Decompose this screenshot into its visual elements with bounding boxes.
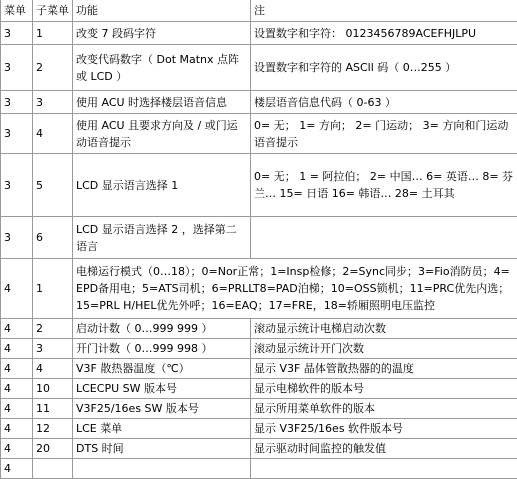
cell-function: 开门计数（ 0…999 998 ） xyxy=(73,339,251,359)
cell-menu: 3 xyxy=(1,45,33,91)
cell-function: 改变代码数字（ Dot Matnx 点阵或 LCD ） xyxy=(73,45,251,91)
table-row xyxy=(1,439,517,459)
table-row xyxy=(1,114,517,154)
cell-submenu: 1 xyxy=(33,22,73,45)
cell-note: 显示电梯软件的版本号 xyxy=(251,379,517,399)
cell-function xyxy=(73,459,251,479)
cell-submenu: 6 xyxy=(33,217,73,259)
cell-submenu: 5 xyxy=(33,154,73,217)
cell-function: LCECPU SW 版本号 xyxy=(73,379,251,399)
header-note: 注 xyxy=(251,0,517,22)
cell-function: V3F25/16es SW 版本号 xyxy=(73,399,251,419)
table-header-row xyxy=(1,0,517,22)
cell-menu: 4 xyxy=(1,459,33,479)
header-menu: 菜单 xyxy=(1,0,33,22)
cell-note: 显示 V3F 晶体管散热器的的温度 xyxy=(251,359,517,379)
cell-submenu: 2 xyxy=(33,45,73,91)
cell-function: LCE 菜单 xyxy=(73,419,251,439)
cell-submenu: 11 xyxy=(33,399,73,419)
cell-note: 显示所用菜单软件的版本 xyxy=(251,399,517,419)
cell-submenu: 3 xyxy=(33,91,73,114)
cell-note: 设置数字和字符： 0123456789ACEFHJLPU xyxy=(251,22,517,45)
cell-menu: 4 xyxy=(1,439,33,459)
cell-menu: 3 xyxy=(1,217,33,259)
table-row xyxy=(1,339,517,359)
cell-function: 使用 ACU 时选择楼层语音信息 xyxy=(73,91,251,114)
cell-submenu: 12 xyxy=(33,419,73,439)
table-row xyxy=(1,45,517,91)
table-row xyxy=(1,319,517,339)
cell-submenu: 3 xyxy=(33,339,73,359)
cell-submenu: 4 xyxy=(33,359,73,379)
cell-menu: 4 xyxy=(1,399,33,419)
cell-menu: 3 xyxy=(1,154,33,217)
table-row xyxy=(1,399,517,419)
cell-menu: 4 xyxy=(1,319,33,339)
cell-menu: 4 xyxy=(1,419,33,439)
cell-function: V3F 散热器温度（℃） xyxy=(73,359,251,379)
cell-menu: 4 xyxy=(1,359,33,379)
cell-submenu: 1 xyxy=(33,259,73,319)
table-row xyxy=(1,22,517,45)
cell-menu: 3 xyxy=(1,22,33,45)
table-row xyxy=(1,217,517,259)
cell-function: LCD 显示语言选择 2 ，选择第二语言 xyxy=(73,217,251,259)
header-function: 功能 xyxy=(73,0,251,22)
table-row xyxy=(1,91,517,114)
cell-function: 启动计数（ 0…999 999 ） xyxy=(73,319,251,339)
table-row xyxy=(1,359,517,379)
cell-menu: 4 xyxy=(1,259,33,319)
cell-note: 0= 无； 1= 方向； 2= 门运动； 3= 方向和门运动语音提示 xyxy=(251,114,517,154)
cell-function: 改变 7 段码字符 xyxy=(73,22,251,45)
cell-note xyxy=(251,217,517,259)
table-row xyxy=(1,259,517,319)
table-row xyxy=(1,379,517,399)
cell-note: 0= 无； 1 = 阿拉伯； 2= 中国… 6= 英语… 8= 芬兰… 15= 日语 16= 韩语… 28= 土耳其 xyxy=(251,154,517,217)
table-row xyxy=(1,419,517,439)
cell-function: DTS 时间 xyxy=(73,439,251,459)
cell-note: 设置数字和字符的 ASCll 码（ 0…255 ） xyxy=(251,45,517,91)
cell-function: LCD 显示语言选择 1 xyxy=(73,154,251,217)
cell-menu: 4 xyxy=(1,379,33,399)
cell-menu: 3 xyxy=(1,114,33,154)
cell-submenu: 10 xyxy=(33,379,73,399)
cell-note xyxy=(251,459,517,479)
cell-note: 楼层语音信息代码（ 0-63 ） xyxy=(251,91,517,114)
header-submenu: 子菜单 xyxy=(33,0,73,22)
cell-submenu: 4 xyxy=(33,114,73,154)
cell-note: 显示驱动时间监控的触发值 xyxy=(251,439,517,459)
cell-submenu: 2 xyxy=(33,319,73,339)
cell-function-wide: 电梯运行模式（0…18）；0=Nor正常；1=Insp检修；2=Sync同步；3=Fio消防员；4=EPD备用电；5=ATS司机；6=PRLLT8=PAD泊梯；10=OSS锁机；11=PRC优先内选；15=PRL H/HEL优先外呼；16=EAQ；17=FRE，18=轿厢照明电压监控 xyxy=(73,259,517,319)
cell-note: 滚动显示统计开门次数 xyxy=(251,339,517,359)
cell-menu: 3 xyxy=(1,91,33,114)
cell-submenu: 20 xyxy=(33,439,73,459)
cell-note: 显示 V3F25/16es 软件版本号 xyxy=(251,419,517,439)
cell-menu: 4 xyxy=(1,339,33,359)
cell-function: 使用 ACU 且要求方向及 / 或门运动语音提示 xyxy=(73,114,251,154)
table-row xyxy=(1,459,517,479)
cell-note: 滚动显示统计电梯启动次数 xyxy=(251,319,517,339)
table-row xyxy=(1,154,517,217)
cell-submenu xyxy=(33,459,73,479)
